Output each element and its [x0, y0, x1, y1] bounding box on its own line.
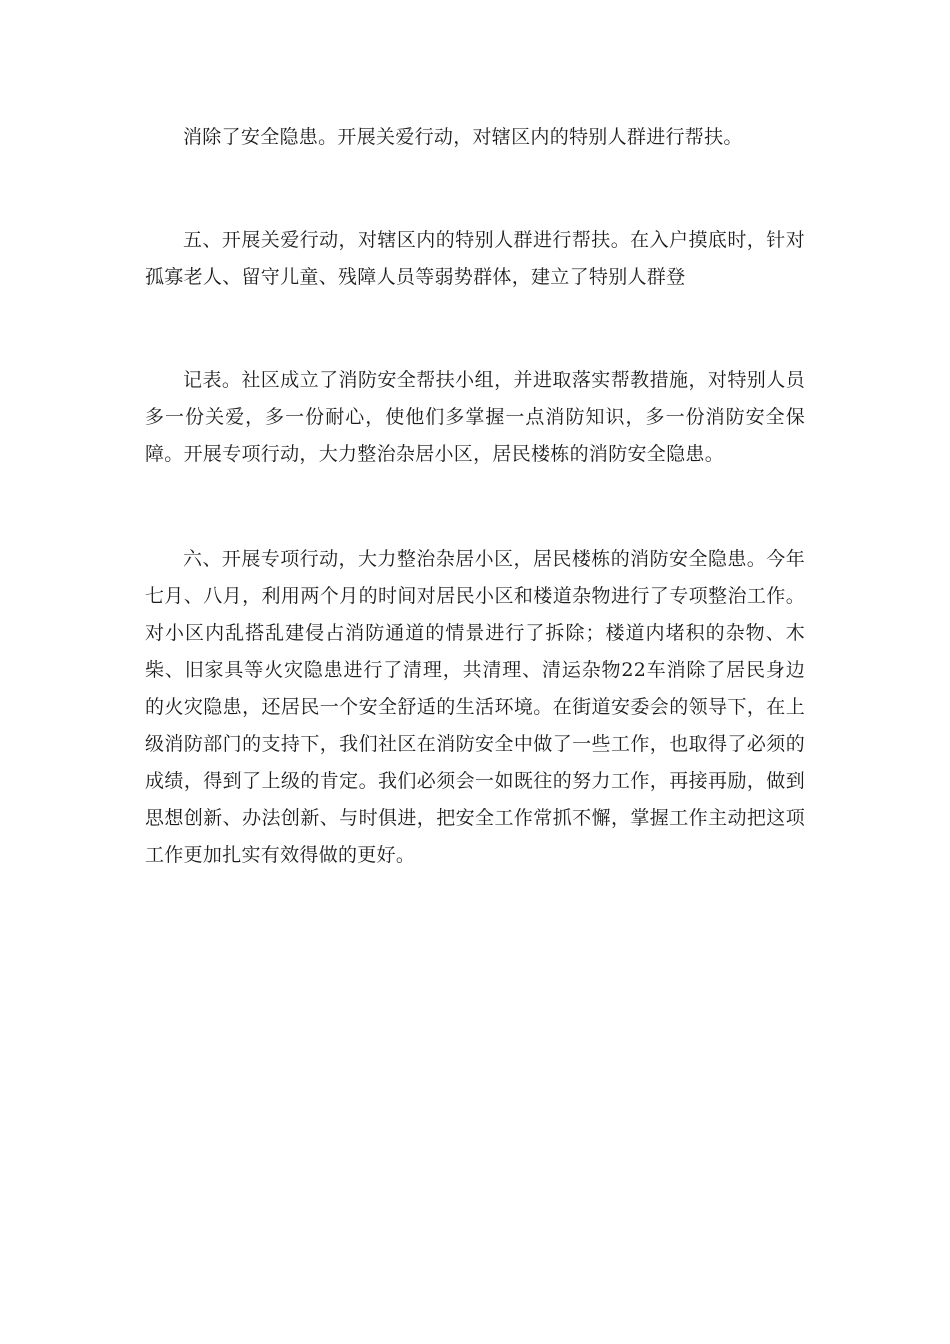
paragraph-3: 记表。社区成立了消防安全帮扶小组，并进取落实帮教措施，对特别人员多一份关爱，多一份耐心，使他们多掌握一点消防知识，多一份消防安全保障。开展专项行动，大力整治杂居小区，居民楼栋的消防安全隐患。	[145, 369, 805, 465]
paragraph-1: 消除了安全隐患。开展关爱行动，对辖区内的特别人群进行帮扶。	[183, 126, 743, 148]
paragraph-4: 六、开展专项行动，大力整治杂居小区，居民楼栋的消防安全隐患。今年七月、八月，利用两个月的时间对居民小区和楼道杂物进行了专项整治工作。对小区内乱搭乱建侵占消防通道的情景进行了拆除；楼道内堵积的杂物、木柴、旧家具等火灾隐患进行了清理，共清理、清运杂物22车消除了居民身边的火灾隐患，还居民一个安全舒适的生活环境。在街道安委会的领导下，在上级消防部门的支持下，我们社区在消防安全中做了一些工作，也取得了必须的成绩，得到了上级的肯定。我们必须会一如既往的努力工作，再接再励，做到思想创新、办法创新、与时俱进，把安全工作常抓不懈，掌握工作主动把这项工作更加扎实有效得做的更好。	[145, 548, 805, 866]
paragraph-2: 五、开展关爱行动，对辖区内的特别人群进行帮扶。在入户摸底时，针对孤寡老人、留守儿童、残障人员等弱势群体，建立了特别人群登	[145, 229, 805, 288]
